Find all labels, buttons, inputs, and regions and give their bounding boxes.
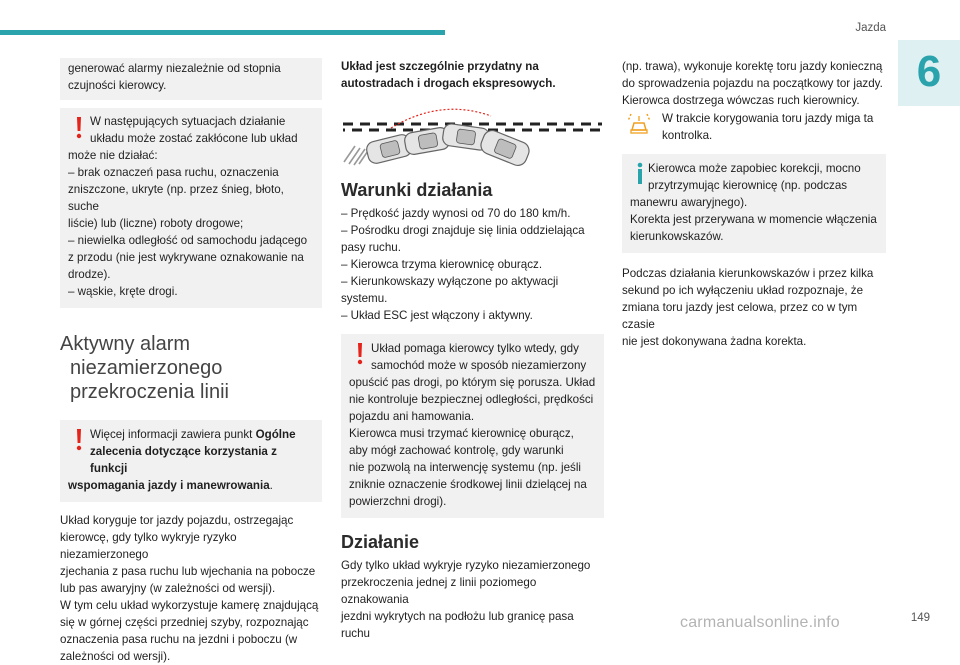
warning-text: Kierowca musi trzymać kierownicę oburącz, <box>349 427 574 440</box>
list-item: – Pośrodku drogi znajduje się linia oddzielająca <box>341 224 585 237</box>
warning-text: Układ pomaga kierowcy tylko wtedy, gdy <box>371 342 579 355</box>
list-item: pasy ruchu. <box>341 241 401 254</box>
text-line: Układ koryguje tor jazdy pojazdu, ostrzegając <box>60 514 294 527</box>
text-line: Kierowca dostrzega wówczas ruch kierownicy. <box>622 94 860 107</box>
warning-box <box>60 420 322 502</box>
warning-text: – wąskie, kręte drogi. <box>68 285 178 298</box>
info-text: kierunkowskazów. <box>630 230 724 243</box>
reference-link: zalecenia dotyczące korzystania z funkcji <box>90 445 277 475</box>
warning-text: powierzchni drogi). <box>349 495 447 508</box>
info-box <box>622 154 886 253</box>
warning-exclamation-icon <box>349 340 371 368</box>
conditions-list <box>341 205 604 324</box>
warning-text: zniknie oznaczenie środkowej linii dzielącej na <box>349 478 587 491</box>
warning-text: nie kontroluje bezpiecznej odległości, prędkości <box>349 393 594 406</box>
reference-link: wspomagania jazdy i manewrowania <box>68 479 270 492</box>
warning-text: drodze). <box>68 268 111 281</box>
section-heading: Warunki działania <box>341 180 493 200</box>
text-line: jezdni wykrytych na podłożu lub granicę pasa ruchu <box>341 610 574 640</box>
warning-text: pojazdu ani hamowania. <box>349 410 475 423</box>
column-1 <box>60 58 322 665</box>
warning-text: nie pozwolą na interwencję systemu (np. jeśli <box>349 461 581 474</box>
warning-text <box>68 426 314 443</box>
heading-line: Aktywny alarm <box>60 333 191 355</box>
bold-intro: autostradach i drogach ekspresowych. <box>341 77 556 90</box>
text-line: czujności kierowcy. <box>68 79 167 92</box>
heading-line: przekroczenia linii <box>70 381 229 403</box>
lane-keeping-warning-lamp-icon <box>626 111 652 137</box>
info-text: Kierowca może zapobiec korekcji, mocno <box>648 162 861 175</box>
warning-text <box>68 477 314 494</box>
text-line: (np. trawa), wykonuje korektę toru jazdy konieczną <box>622 60 883 73</box>
page-number: 149 <box>910 612 930 624</box>
warning-text: – niewielka odległość od samochodu jadącego <box>68 234 308 247</box>
warning-box <box>341 334 604 518</box>
text-line: zjechania z pasa ruchu lub wjechania na pobocze <box>60 565 316 578</box>
chapter-number: 6 <box>916 47 942 96</box>
info-icon <box>630 160 650 188</box>
warning-text: W następujących sytuacjach działanie <box>90 115 286 128</box>
list-item: – Kierunkowskazy wyłączone po aktywacji systemu. <box>341 275 559 305</box>
warning-box <box>60 108 322 308</box>
watermark: carmanualsonline.info <box>680 614 840 631</box>
text-line: generować alarmy niezależnie od stopnia <box>68 62 281 75</box>
warning-text: samochód może w sposób niezamierzony <box>371 359 587 372</box>
text-line: zależności od wersji). <box>60 650 171 663</box>
info-text: przytrzymując kierownicę (np. podczas <box>648 179 848 192</box>
bold-intro: Układ jest szczególnie przydatny na <box>341 60 539 73</box>
warning-text: liście) lub (liczne) roboty drogowe; <box>68 217 244 230</box>
text-line: sekund po ich wyłączeniu układ rozpoznaje, że <box>622 284 864 297</box>
text-line: zmiana toru jazdy jest celowa, przez co w tym czasie <box>622 301 858 331</box>
section-title: Jazda <box>855 22 886 34</box>
column-3 <box>622 58 886 350</box>
warning-exclamation-icon <box>68 426 90 454</box>
text-line: W tym celu układ wykorzystuje kamerę znajdującą <box>60 599 319 612</box>
warning-exclamation-icon <box>68 114 90 142</box>
info-text: Korekta jest przerywana w momencie włączenia <box>630 213 877 226</box>
lane-correction-illustration <box>341 102 604 168</box>
body-text <box>60 512 322 665</box>
header-accent-bar <box>0 30 445 35</box>
body-text <box>622 265 886 350</box>
warning-text: aby mógł zachować kontrolę, gdy warunki <box>349 444 564 457</box>
warning-text: może nie działać: <box>68 149 158 162</box>
warning-text: z przodu (nie jest wykrywane oznakowanie na <box>68 251 304 264</box>
warning-text: zniszczone, ukryte (np. przez śnieg, błoto, suche <box>68 183 284 213</box>
text-line: się w górnej części przedniej szyby, rozpoznając <box>60 616 309 629</box>
text-line: W trakcie korygowania toru jazdy miga ta <box>662 112 874 125</box>
warning-text-part: . <box>269 479 273 492</box>
warning-text: – brak oznaczeń pasa ruchu, oznaczenia <box>68 166 279 179</box>
list-item: – Kierowca trzyma kierownicę oburącz. <box>341 258 543 271</box>
reference-link: Ogólne <box>255 428 296 441</box>
body-text <box>341 557 604 642</box>
text-line: Podczas działania kierunkowskazów i przez kilka <box>622 267 874 280</box>
warning-text-part: Więcej informacji zawiera punkt <box>90 428 256 441</box>
warning-text: układu może zostać zakłócone lub układ <box>90 132 298 145</box>
column-2 <box>341 58 604 642</box>
warning-text: opuścić pas drogi, po którym się porusza. Układ <box>349 376 596 389</box>
section-heading: Działanie <box>341 532 420 552</box>
text-line: przekroczenia jednej z linii poziomego oznakowania <box>341 576 537 606</box>
text-line: Gdy tylko układ wykryje ryzyko niezamierzonego <box>341 559 591 572</box>
intro-box <box>60 58 322 100</box>
text-line: oznaczenia pasa ruchu na jezdni i poboczu (w <box>60 633 298 646</box>
chapter-tab <box>898 40 960 106</box>
text-line: nie jest dokonywana żadna korekta. <box>622 335 807 348</box>
text-line: lub pas awaryjny (w zależności od wersji). <box>60 582 276 595</box>
list-item: – Układ ESC jest włączony i aktywny. <box>341 309 533 322</box>
section-heading <box>60 332 322 404</box>
info-text: manewru awaryjnego). <box>630 196 748 209</box>
warning-lamp-note <box>622 110 886 144</box>
text-line: kierowcę, gdy tylko wykryje ryzyko niezamierzonego <box>60 531 237 561</box>
text-line: kontrolka. <box>662 129 713 142</box>
list-item: – Prędkość jazdy wynosi od 70 do 180 km/h. <box>341 207 571 220</box>
text-line: do sprowadzenia pojazdu na początkowy tor jazdy. <box>622 77 883 90</box>
body-text <box>622 58 886 109</box>
heading-line: niezamierzonego <box>70 357 223 379</box>
